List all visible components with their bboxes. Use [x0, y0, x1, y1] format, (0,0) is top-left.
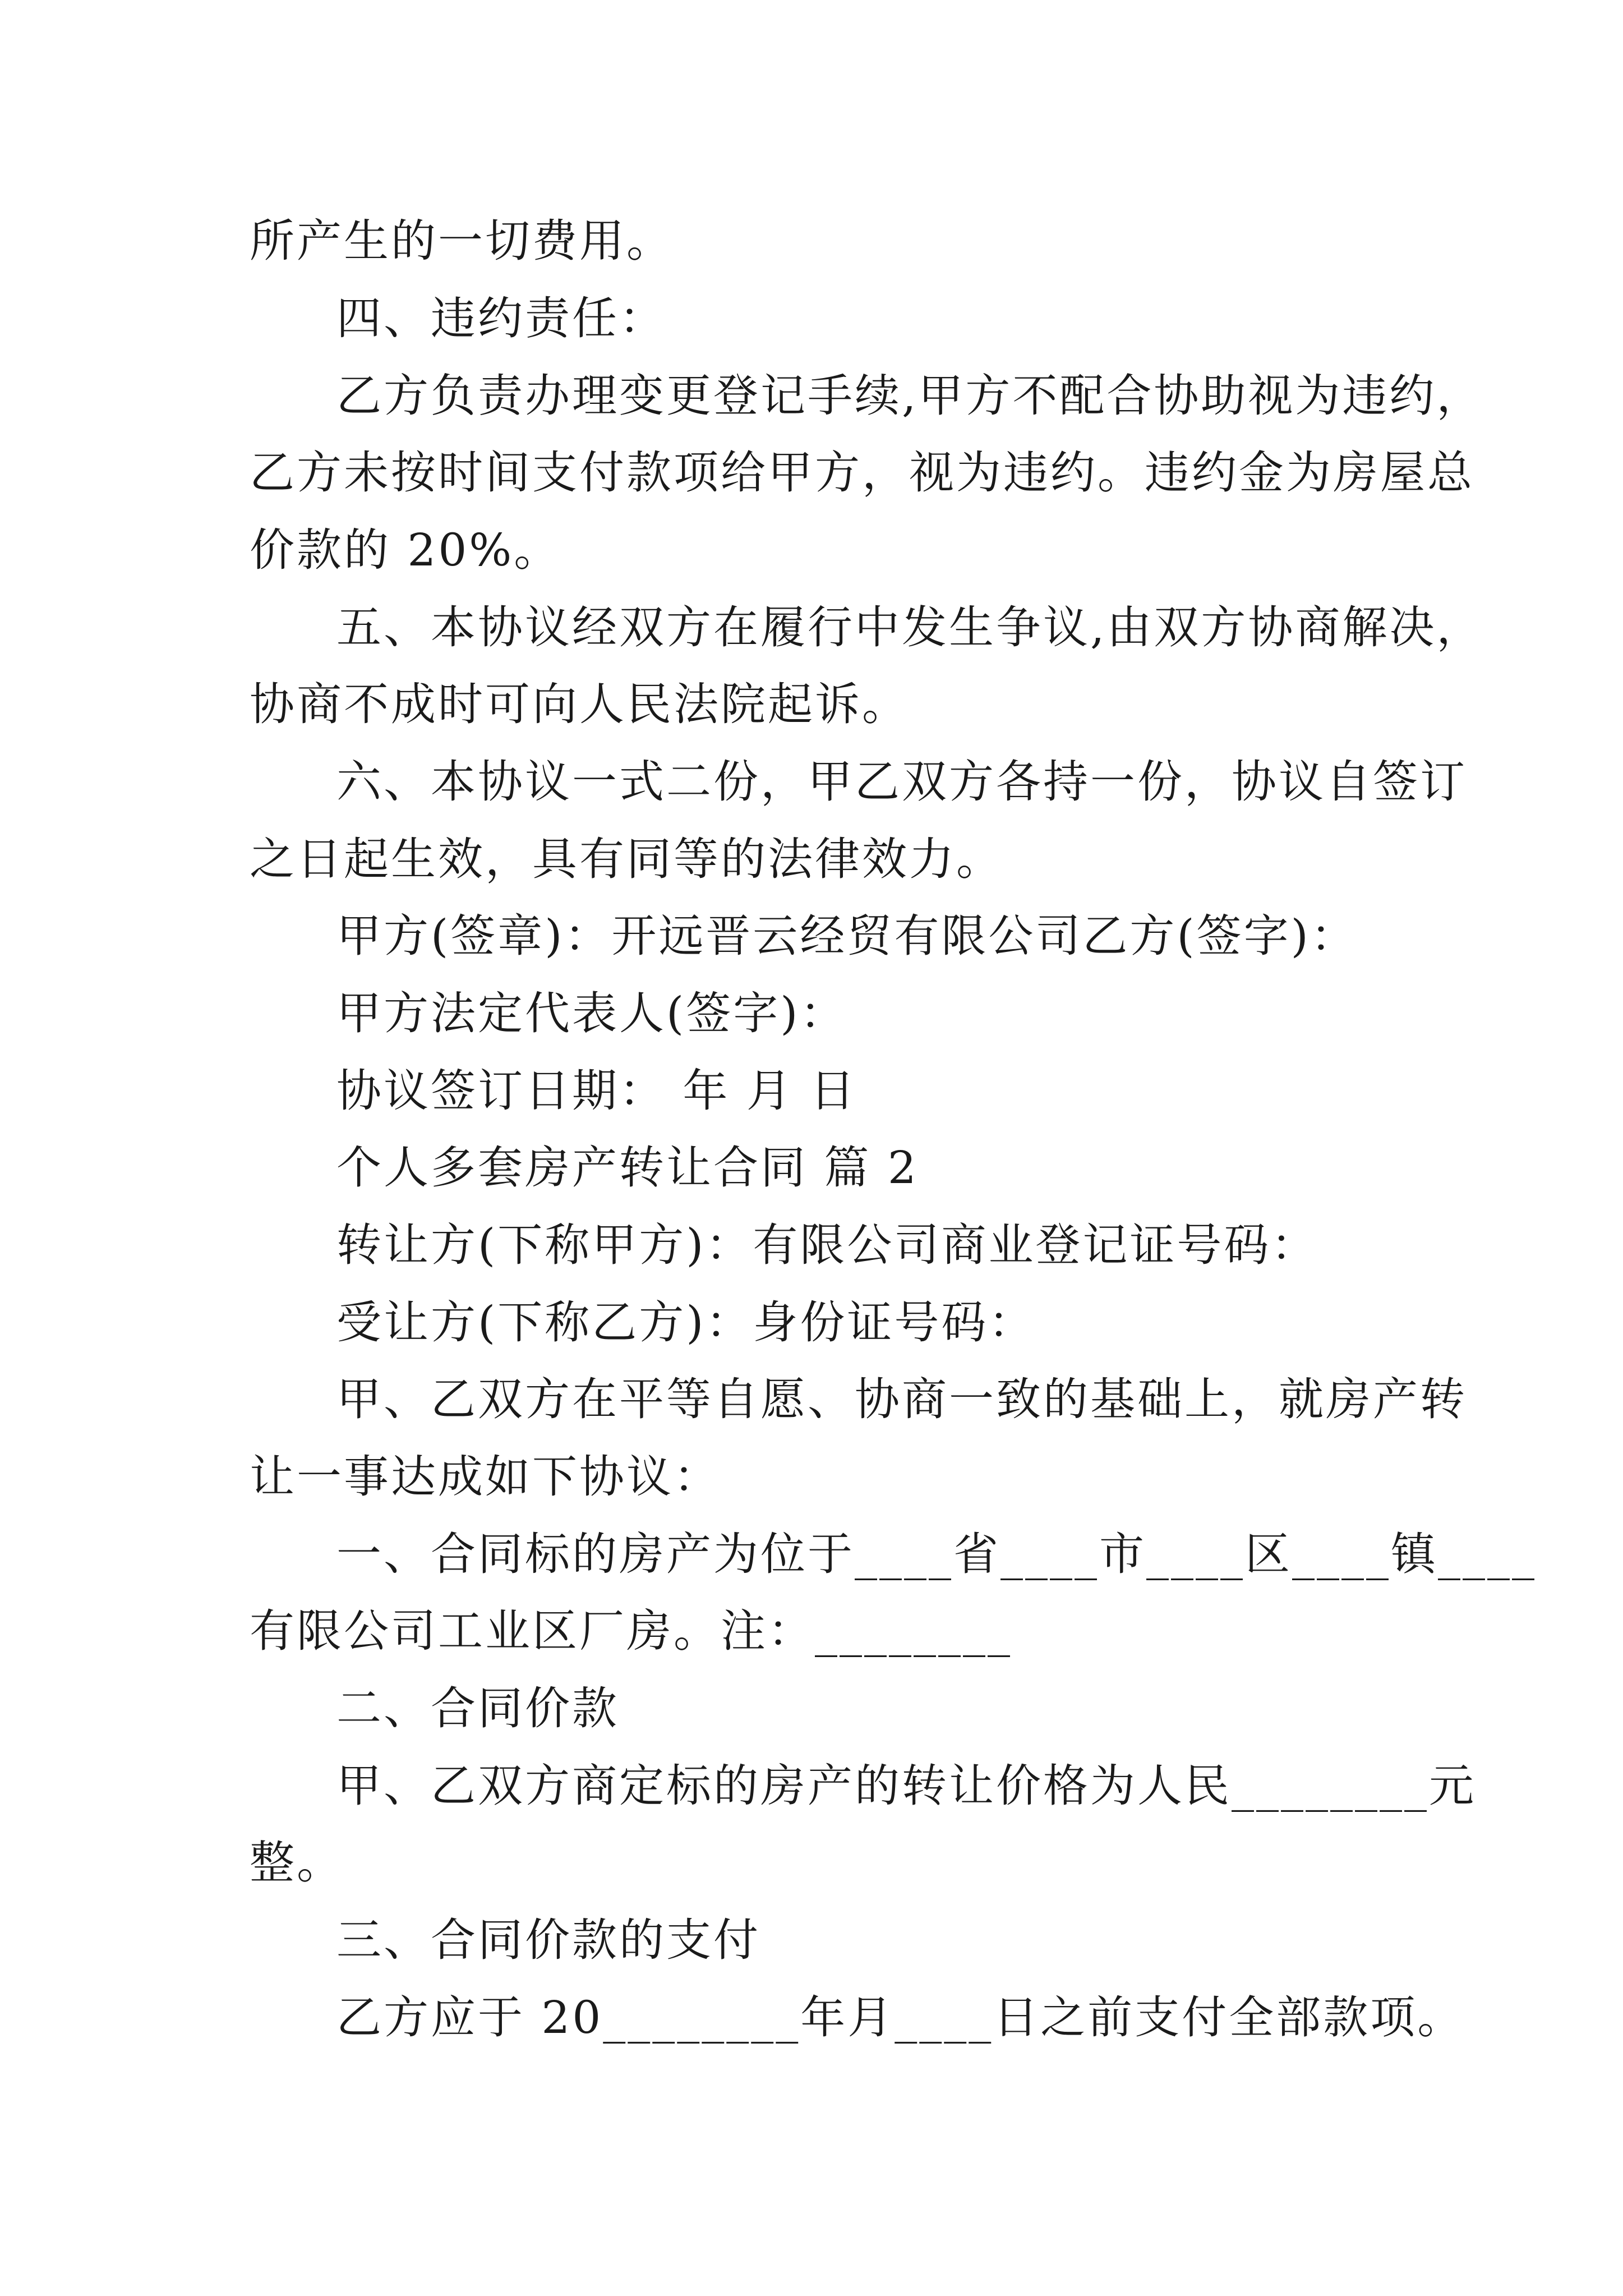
- paragraph-line: 一、合同标的房产为位于____省____市____区____镇____: [336, 1528, 1537, 1580]
- paragraph-line: 价款的 20%。: [250, 524, 561, 576]
- signature-line: 甲方法定代表人(签字)：: [336, 987, 847, 1039]
- paragraph-line: 甲、乙双方在平等自愿、协商一致的基础上，就房产转: [336, 1373, 1467, 1425]
- signature-line: 甲方(签章)：开远晋云经贸有限公司乙方(签字)：: [336, 910, 1358, 962]
- paragraph-line: 乙方未按时间支付款项给甲方，视为违约。违约金为房屋总: [250, 447, 1474, 499]
- section-heading: 三、合同价款的支付: [336, 1914, 760, 1966]
- paragraph-line: 之日起生效，具有同等的法律效力。: [250, 833, 1003, 885]
- paragraph-line: 乙方负责办理变更登记手续,甲方不配合协助视为违约，: [336, 370, 1484, 422]
- party-line: 受让方(下称乙方)：身份证号码：: [336, 1296, 1036, 1349]
- paragraph-line: 乙方应于 20________年月____日之前支付全部款项。: [336, 1991, 1465, 2044]
- paragraph-line: 甲、乙双方商定标的房产的转让价格为人民________元: [336, 1760, 1476, 1812]
- paragraph-line: 六、本协议一式二份，甲乙双方各持一份，协议自签订: [336, 756, 1467, 808]
- paragraph-line: 有限公司工业区厂房。注：________: [250, 1605, 1012, 1657]
- document-title: 个人多套房产转让合同 篇 2: [336, 1142, 919, 1194]
- paragraph-line: 协商不成时可向人民法院起诉。: [250, 678, 909, 730]
- paragraph-line: 所产生的一切费用。: [250, 215, 674, 267]
- section-heading: 四、违约责任：: [336, 292, 666, 344]
- paragraph-line: 五、本协议经双方在履行中发生争议,由双方协商解决，: [336, 601, 1484, 654]
- date-line: 协议签订日期： 年 月 日: [336, 1065, 857, 1117]
- paragraph-line: 让一事达成如下协议：: [250, 1451, 721, 1503]
- party-line: 转让方(下称甲方)：有限公司商业登记证号码：: [336, 1219, 1318, 1271]
- section-heading: 二、合同价款: [336, 1682, 619, 1734]
- paragraph-line: 整。: [250, 1837, 344, 1889]
